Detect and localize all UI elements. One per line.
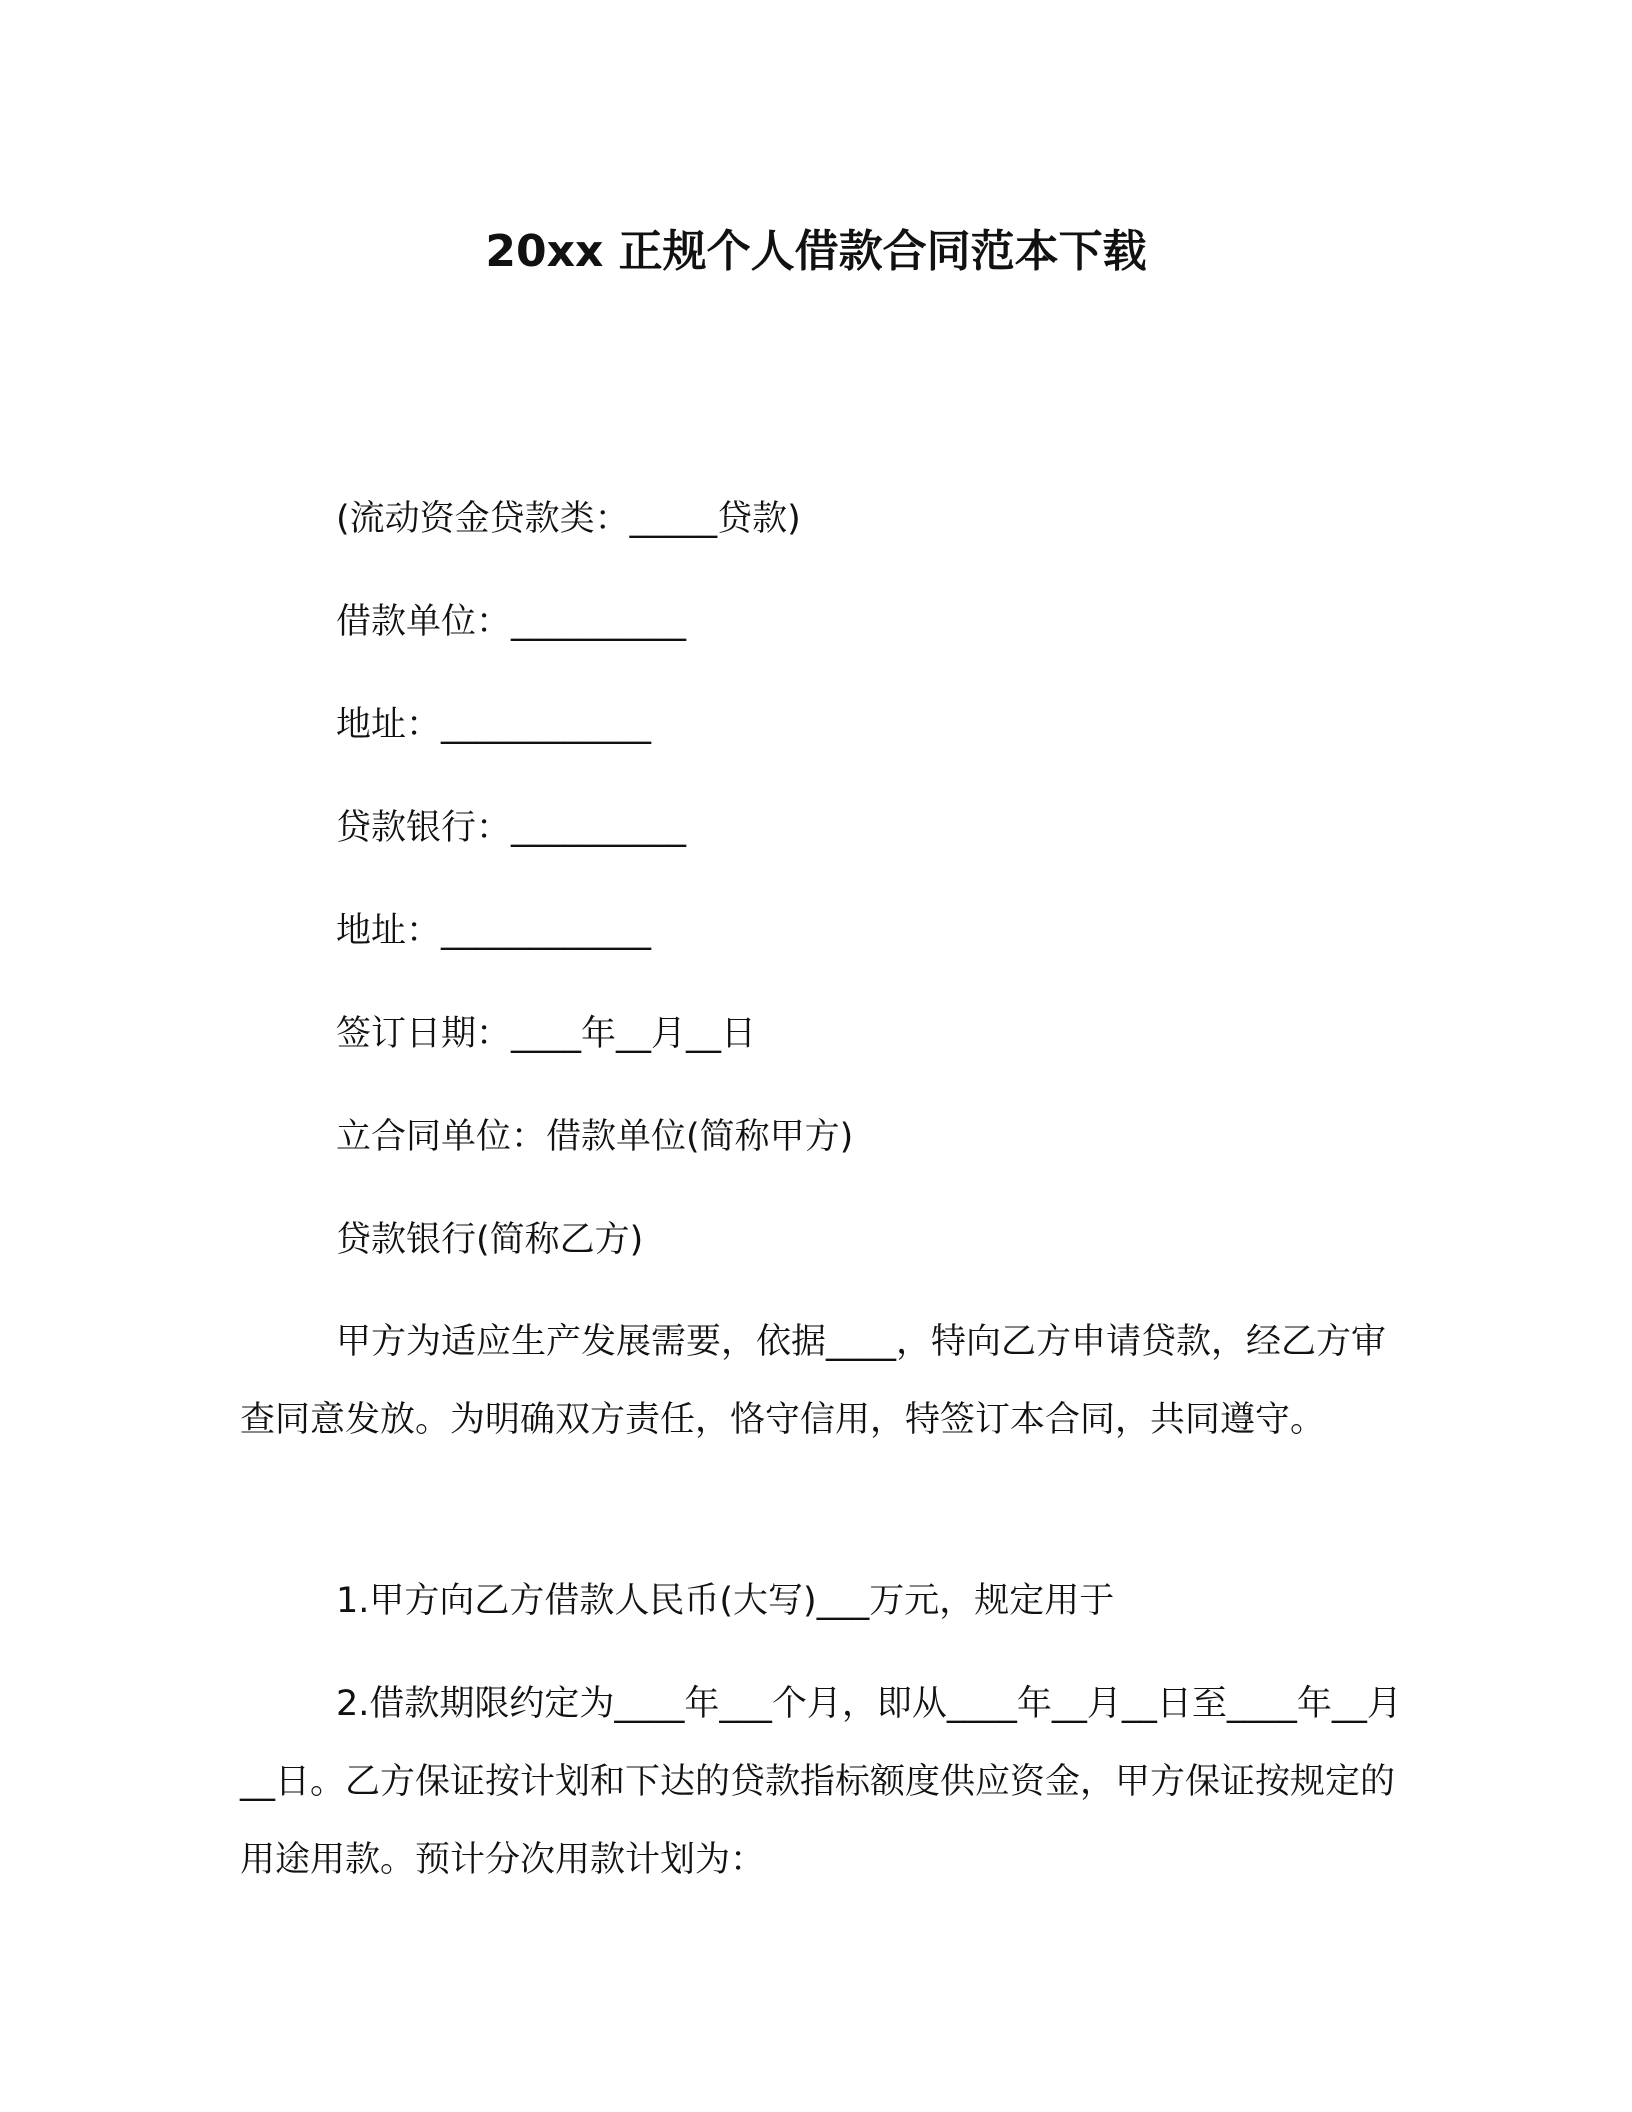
signing-date-field: 签订日期：____年__月__日 xyxy=(336,1014,757,1054)
borrower-unit-field: 借款单位：__________ xyxy=(336,602,687,642)
document-title: 20xx 正规个人借款合同范本下载 xyxy=(485,226,1147,277)
contracting-party-a-field: 立合同单位：借款单位(简称甲方) xyxy=(336,1117,854,1157)
preamble-paragraph: 甲方为适应生产发展需要，依据____，特向乙方申请贷款，经乙方审查同意发放。为明确双方责任，恪守信用，特签订本合同，共同遵守。 xyxy=(240,1322,1387,1440)
lending-bank-field: 贷款银行：__________ xyxy=(336,808,687,848)
loan-type-field: (流动资金贷款类：_____贷款) xyxy=(336,499,801,539)
bank-address-field: 地址：____________ xyxy=(336,911,652,951)
borrower-address-field: 地址：____________ xyxy=(336,705,652,745)
contracting-party-b-field: 贷款银行(简称乙方) xyxy=(336,1220,644,1260)
clause-2-paragraph: 2.借款期限约定为____年___个月，即从____年__月__日至____年__月__日。乙方保证按计划和下达的贷款指标额度供应资金，甲方保证按规定的用途用款。预计分次用款计划为： xyxy=(240,1684,1402,1880)
clause-1-paragraph: 1.甲方向乙方借款人民币(大写)___万元，规定用于 xyxy=(336,1581,1115,1621)
